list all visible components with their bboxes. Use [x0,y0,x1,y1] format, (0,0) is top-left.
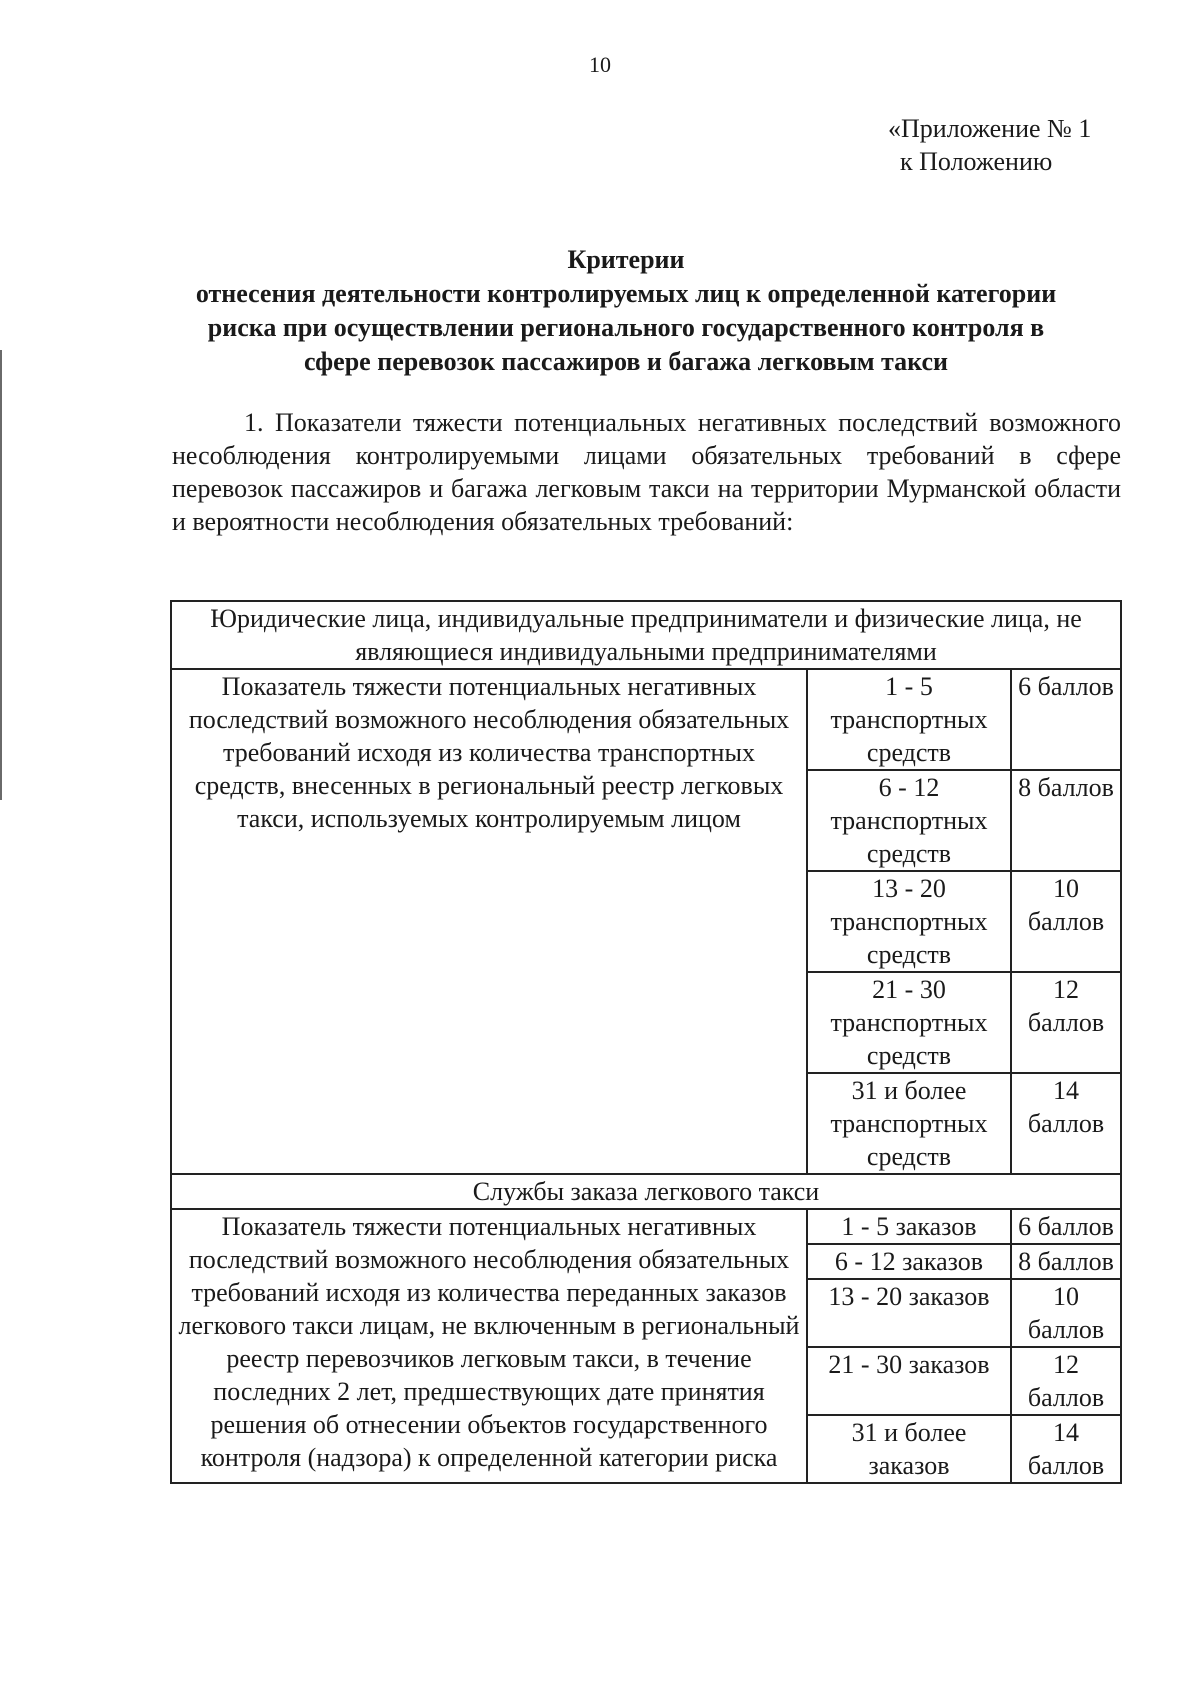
points-cell: 14 баллов [1011,1073,1121,1174]
vehicle-range-cell: 31 и более транспортных средств [807,1073,1011,1174]
section2-header-row [171,1174,1121,1209]
scan-edge-mark [0,350,6,800]
orders-range-cell: 31 и более заказов [807,1415,1011,1483]
table-row [171,669,1121,770]
section1-header-row [171,601,1121,669]
intro-paragraph-text: 1. Показатели тяжести потенциальных негативных последствий возможного несоблюдения контролируемыми лицами обязательных требований в сфере перевозок пассажиров и багажа легковым такси на территории Мурманской области и вероятности несоблюдения обязательных требований: [172,408,1121,536]
page-number: 10 [589,52,611,77]
document-title [150,243,1102,379]
points-cell: 14 баллов [1011,1415,1121,1483]
annex-line-2: к Положению [900,147,1053,176]
criteria-table [170,600,1122,1484]
vehicle-range-cell: 1 - 5 транспортных средств [807,669,1011,770]
points-cell: 12 баллов [1011,972,1121,1073]
points-cell: 10 баллов [1011,871,1121,972]
title-line-3: сфере перевозок пассажиров и багажа легковым такси [303,347,948,376]
orders-range-cell: 6 - 12 заказов [807,1244,1011,1279]
orders-range-cell: 13 - 20 заказов [807,1279,1011,1347]
points-cell: 12 баллов [1011,1347,1121,1415]
points-cell: 6 баллов [1011,1209,1121,1244]
annex-reference [888,112,1091,178]
intro-paragraph [172,406,1121,538]
points-cell: 8 баллов [1011,770,1121,871]
vehicle-range-cell: 6 - 12 транспортных средств [807,770,1011,871]
title-line-2: риска при осуществлении регионального государственного контроля в [207,313,1045,342]
section2-header: Службы заказа легкового такси [171,1174,1121,1209]
title-heading: Критерии [567,245,685,274]
points-cell: 10 баллов [1011,1279,1121,1347]
vehicle-range-cell: 21 - 30 транспортных средств [807,972,1011,1073]
table-row [171,1209,1121,1244]
vehicle-range-cell: 13 - 20 транспортных средств [807,871,1011,972]
points-cell: 6 баллов [1011,669,1121,770]
section1-header: Юридические лица, индивидуальные предприниматели и физические лица, не являющиеся индивидуальными предпринимателями [171,601,1121,669]
points-cell: 8 баллов [1011,1244,1121,1279]
annex-line-1: «Приложение № 1 [888,114,1092,143]
title-line-1: отнесения деятельности контролируемых лиц к определенной категории [195,279,1057,308]
section2-indicator: Показатель тяжести потенциальных негативных последствий возможного несоблюдения обязательных требований исходя из количества переданных заказов легкового такси лицам, не включенным в региональный реестр перевозчиков легковым такси, в течение последних 2 лет, предшествующих дате принятия решения об отнесении объектов государственного контроля (надзора) к определенной категории риска [171,1209,807,1483]
orders-range-cell: 21 - 30 заказов [807,1347,1011,1415]
section1-indicator: Показатель тяжести потенциальных негативных последствий возможного несоблюдения обязательных требований исходя из количества транспортных средств, внесенных в региональный реестр легковых такси, используемых контролируемым лицом [171,669,807,1174]
orders-range-cell: 1 - 5 заказов [807,1209,1011,1244]
